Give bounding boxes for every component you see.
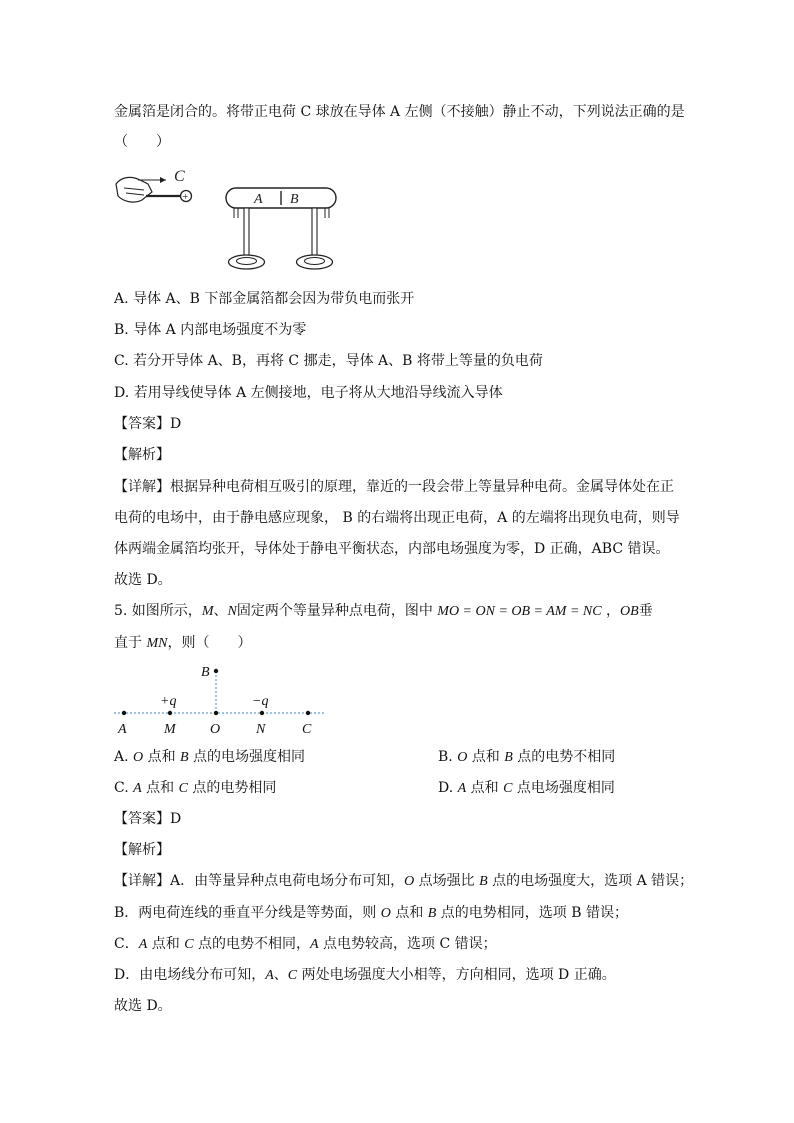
label-minus-q: −q [252,694,269,709]
var: O [404,874,415,889]
q4-option-a: A. 导体 A、B 下部金属箔都会因为带负电而张开 [114,291,415,307]
point-n [260,711,264,715]
opt-letter: D. [438,780,458,796]
q5-option-d [438,778,615,799]
var: A [457,781,467,796]
text: 点和 [141,780,179,796]
opt-letter: B. [438,749,458,765]
label-b: B [201,665,210,680]
text: 点和 [467,749,505,765]
var-ob: OB [620,604,639,619]
comma: ， [601,603,621,619]
stem-text: ，则（ ） [167,635,252,651]
text: 点和 [143,749,181,765]
point-b [214,669,218,673]
point-c [306,711,310,715]
label-o: O [210,722,221,737]
text: 点和 [390,905,428,921]
stem-end: 垂 [638,603,653,619]
answer-tag: 【答案】 [114,416,170,432]
var: B [479,874,488,889]
var-n: N [227,604,237,619]
q4-detail-line2: 电荷的电场中，由于静电感应现象， B 的右端将出现正电荷，A 的左端将出现负电荷，则导 [114,510,680,526]
q5-stem-line2 [114,633,251,654]
sep: 、 [273,967,288,983]
var: B [180,750,189,765]
var: C [503,781,513,796]
var: B [504,750,513,765]
text: B．两电荷连线的垂直平分线是等势面，则 [114,905,381,921]
q5-figure-charges [112,662,332,742]
detail-tag: 【详解】 [114,479,170,495]
detail-tag: 【详解】 [114,873,170,889]
text: 点的电势不相同 [512,749,616,765]
label-c: C [174,168,185,185]
label-a: A [254,192,263,207]
q5-option-a [114,747,305,768]
var: A [265,968,274,983]
q4-option-b: B. 导体 A 内部电场强度不为零 [114,322,307,338]
var: C [287,968,298,983]
sep: 、 [213,603,228,619]
text: 点电势较高，选项 C 错误； [318,936,497,952]
var: C [178,781,188,796]
text: 点的电场强度大，选项 A 错误； [487,873,694,889]
var-mn: MN [146,636,168,651]
text: 两处电场强度大小相等，方向相同，选项 D 正确。 [297,967,616,983]
opt-letter: C. [114,780,134,796]
var-m: M [201,604,214,619]
text: A．由等量异种点电荷电场分布可知， [170,873,405,889]
opt-letter: A. [114,749,134,765]
point-a [122,711,126,715]
q5-number: 5. 如图所示， [114,603,202,619]
text: 点的电场强度相同 [188,749,306,765]
text: 点和 [466,780,504,796]
var: A [138,937,148,952]
answer-value: D [170,811,182,827]
q5-detail-line4 [114,965,616,986]
stem-text: 直于 [114,635,147,651]
q4-analysis-tag: 【解析】 [114,447,170,463]
q5-analysis-tag: 【解析】 [114,842,170,858]
var: O [133,750,144,765]
text: 点的电势相同，选项 B 错误； [436,905,628,921]
point-m [168,711,172,715]
q4-stem-line1: 金属箔是闭合的。将带正电荷 C 球放在导体 A 左侧（不接触）静止不动，下列说法正确的是 [114,104,685,120]
q4-detail-line3: 体两端金属箔均张开，导体处于静电平衡状态，内部电场强度为零，D 正确，ABC 错误。 [114,541,670,557]
text: 点和 [147,936,185,952]
text: 点的电势相同 [187,780,277,796]
var: B [427,906,437,921]
label-c: C [302,722,312,737]
q5-option-b [438,747,615,768]
q5-option-c [114,778,276,799]
var: C [184,937,194,952]
answer-tag: 【答案】 [114,811,170,827]
label-b: B [290,192,299,207]
hand-icon [116,177,152,202]
label-n: N [256,722,266,737]
label-plus-q: +q [160,694,177,709]
plus-sign: + [182,191,189,203]
point-o [214,711,218,715]
q4-figure-conductor [112,162,352,280]
q5-stem-line1 [114,601,653,622]
text: D．由电场线分布可知， [114,967,266,983]
label-a: A [118,722,127,737]
q5-detail-line2 [114,903,628,924]
q5-detail-line1 [114,871,693,892]
q4-conclusion: 故选 D。 [114,572,172,588]
text: 点场强比 [414,873,480,889]
equation: MO = ON = OB = AM = NC [437,604,602,619]
answer-value: D [170,416,182,432]
detail-text: 根据异种电荷相互吸引的原理，靠近的一段会带上等量异种电荷。金属导体处在正 [170,479,674,495]
text: 点电场强度相同 [512,780,615,796]
text: 点的电势不相同， [193,936,310,952]
text: C． [114,936,139,952]
q5-answer [114,809,181,829]
q4-option-c: C. 若分开导体 A、B，再将 C 挪走，导体 A、B 将带上等量的负电荷 [114,353,543,369]
var: A [309,937,319,952]
label-m: M [164,722,176,737]
var: O [457,750,468,765]
q4-answer [114,414,181,434]
stem-text: 固定两个等量异种点电荷，图中 [236,603,438,619]
q5-conclusion: 故选 D。 [114,998,172,1014]
q4-option-d: D. 若用导线使导体 A 左侧接地，电子将从大地沿导线流入导体 [114,385,503,401]
q4-stem-line2: （ ） [114,134,170,150]
var: A [133,781,142,796]
var: O [380,906,391,921]
q5-detail-line3 [114,934,497,955]
q4-detail-line1 [114,477,674,497]
